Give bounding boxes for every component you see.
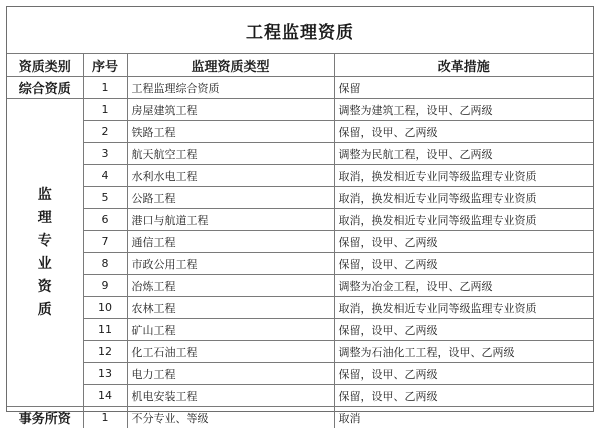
table-row: [7, 209, 593, 231]
category-char: 监: [7, 184, 83, 207]
row-reform: 保留，设甲、乙两级: [334, 363, 593, 385]
table-row: [7, 253, 593, 275]
title-row: [7, 7, 593, 54]
row-number: 7: [83, 231, 127, 253]
table-row: [7, 143, 593, 165]
row-type: 冶炼工程: [127, 275, 334, 297]
row-reform: 调整为石油化工工程，设甲、乙两级: [334, 341, 593, 363]
qualification-table-frame: [6, 6, 594, 412]
row-reform: 取消，换发相近专业同等级监理专业资质: [334, 209, 593, 231]
table-row: [7, 99, 593, 121]
row-reform: 保留，设甲、乙两级: [334, 319, 593, 341]
table-row: [7, 297, 593, 319]
table-row: [7, 363, 593, 385]
row-number: 1: [83, 407, 127, 428]
row-type: 水利水电工程: [127, 165, 334, 187]
row-number: 14: [83, 385, 127, 407]
table-row: [7, 121, 593, 143]
row-type: 市政公用工程: [127, 253, 334, 275]
table-row: [7, 319, 593, 341]
category-comprehensive: 综合资质: [7, 77, 83, 99]
table-row: [7, 231, 593, 253]
row-number: 12: [83, 341, 127, 363]
category-char: 业: [7, 253, 83, 276]
row-number: 13: [83, 363, 127, 385]
table-title: 工程监理资质: [7, 7, 593, 54]
row-reform: 取消: [334, 407, 593, 428]
row-number: 2: [83, 121, 127, 143]
row-number: 10: [83, 297, 127, 319]
row-type: 农林工程: [127, 297, 334, 319]
header-row: [7, 54, 593, 77]
row-type: 不分专业、等级: [127, 407, 334, 428]
row-reform: 取消，换发相近专业同等级监理专业资质: [334, 187, 593, 209]
row-type: 铁路工程: [127, 121, 334, 143]
row-reform: 调整为冶金工程，设甲、乙两级: [334, 275, 593, 297]
row-type: 公路工程: [127, 187, 334, 209]
header-number: 序号: [83, 54, 127, 77]
category-char: 理: [7, 207, 83, 230]
row-number: 4: [83, 165, 127, 187]
category-professional: [7, 99, 83, 407]
row-reform: 调整为建筑工程，设甲、乙两级: [334, 99, 593, 121]
row-type: 矿山工程: [127, 319, 334, 341]
category-char: 质: [7, 299, 83, 322]
table-row: [7, 165, 593, 187]
row-reform: 取消，换发相近专业同等级监理专业资质: [334, 165, 593, 187]
row-type: 航天航空工程: [127, 143, 334, 165]
row-reform: 取消，换发相近专业同等级监理专业资质: [334, 297, 593, 319]
row-type: 电力工程: [127, 363, 334, 385]
row-type: 通信工程: [127, 231, 334, 253]
row-reform: 保留，设甲、乙两级: [334, 253, 593, 275]
table-row: [7, 385, 593, 407]
table-row: [7, 275, 593, 297]
table-row-firm: [7, 407, 593, 428]
row-number: 1: [83, 77, 127, 99]
header-reform: 改革措施: [334, 54, 593, 77]
row-number: 5: [83, 187, 127, 209]
table-row: [7, 187, 593, 209]
row-type: 化工石油工程: [127, 341, 334, 363]
row-reform: 调整为民航工程，设甲、乙两级: [334, 143, 593, 165]
row-type: 机电安装工程: [127, 385, 334, 407]
category-char: 专: [7, 230, 83, 253]
row-number: 6: [83, 209, 127, 231]
row-type: 房屋建筑工程: [127, 99, 334, 121]
row-number: 11: [83, 319, 127, 341]
row-type: 工程监理综合资质: [127, 77, 334, 99]
table-row: [7, 341, 593, 363]
header-category: 资质类别: [7, 54, 83, 77]
row-reform: 保留，设甲、乙两级: [334, 385, 593, 407]
category-firm: 事务所资: [7, 407, 83, 428]
header-type: 监理资质类型: [127, 54, 334, 77]
category-char: 资: [7, 276, 83, 299]
table-row-comprehensive: [7, 77, 593, 99]
row-type: 港口与航道工程: [127, 209, 334, 231]
row-number: 3: [83, 143, 127, 165]
row-number: 1: [83, 99, 127, 121]
row-reform: 保留，设甲、乙两级: [334, 121, 593, 143]
row-reform: 保留，设甲、乙两级: [334, 231, 593, 253]
qualification-table: [7, 7, 593, 428]
row-number: 8: [83, 253, 127, 275]
row-reform: 保留: [334, 77, 593, 99]
row-number: 9: [83, 275, 127, 297]
